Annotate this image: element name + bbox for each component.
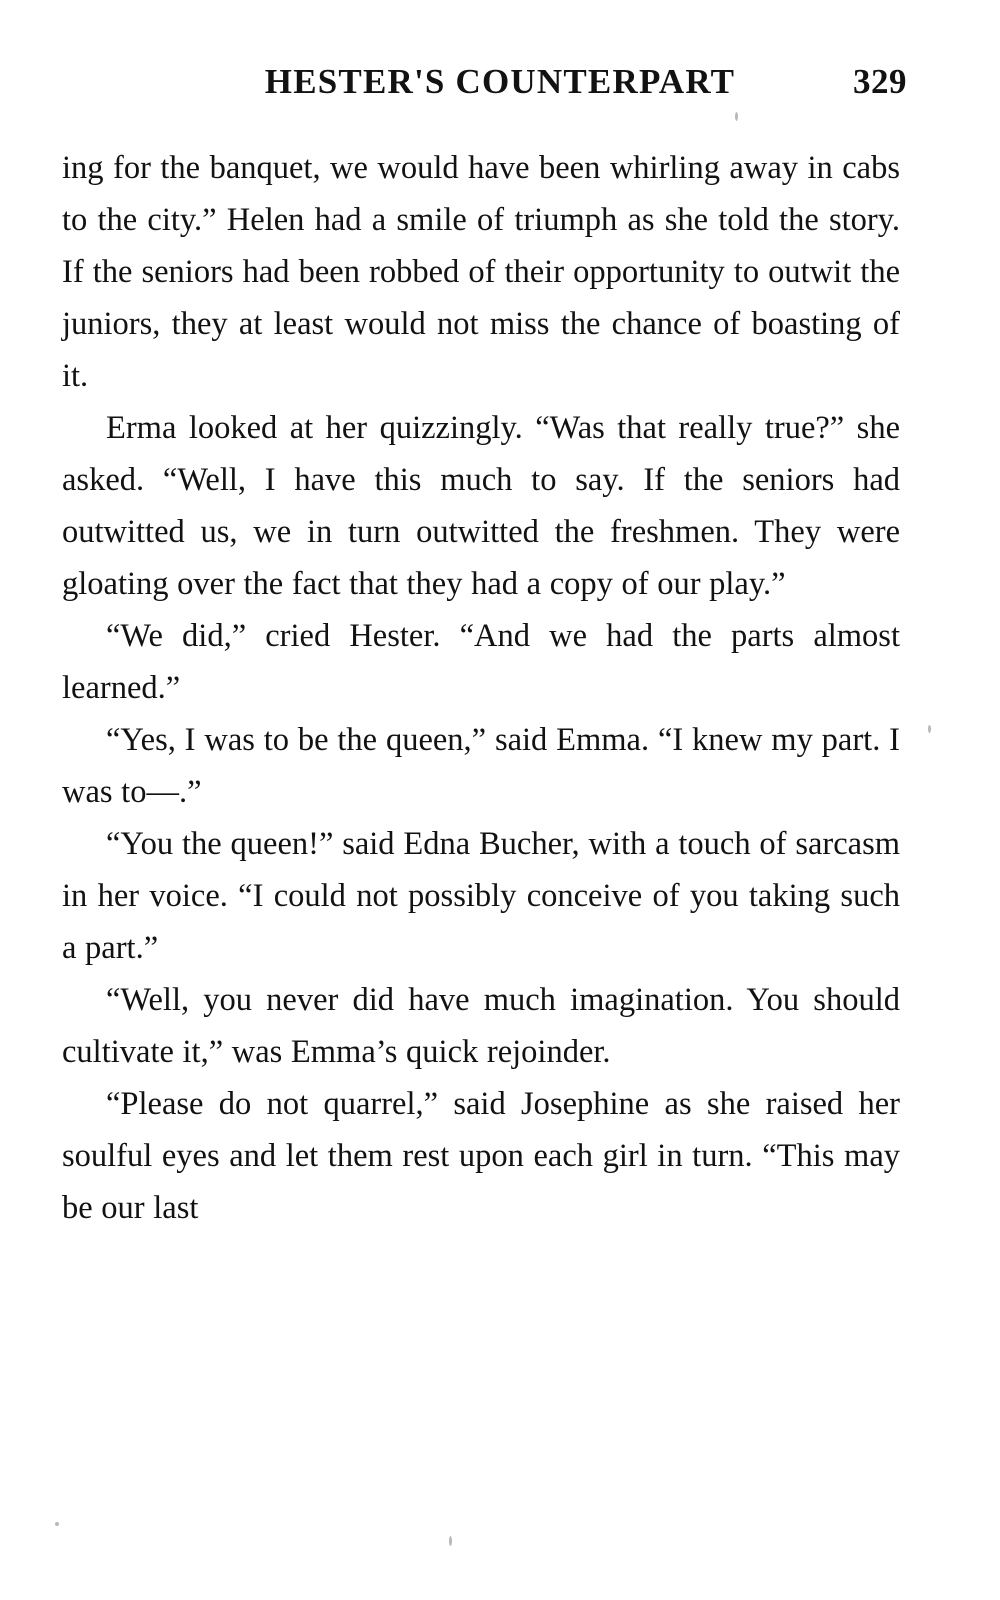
paragraph: “We did,” cried Hester. “And we had the parts almost learned.” — [62, 618, 900, 706]
paragraph: ing for the banquet, we would have been whirling away in cabs to the city.” Helen had a smile of triumph as she told the story. If the seniors had been robbed of their opportunity to outwit the juniors, they at least would not miss the chance of boasting of it. — [62, 150, 900, 394]
paragraph: “Yes, I was to be the queen,” said Emma. “I knew my part. I was to—.” — [62, 722, 900, 810]
paragraph: Erma looked at her quizzingly. “Was that really true?” she asked. “Well, I have this much to say. If the seniors had outwitted us, we in turn outwitted the freshmen. They were gloating over the fact that they had a copy of our play.” — [62, 410, 900, 602]
scan-speck — [735, 112, 738, 121]
scan-speck — [449, 1536, 452, 1546]
paragraph: “You the queen!” said Edna Bucher, with a touch of sarcasm in her voice. “I could not possibly conceive of you taking such a part.” — [62, 826, 900, 966]
body-text — [62, 142, 900, 1234]
page-header — [0, 62, 1000, 102]
paragraph: “Well, you never did have much imagination. You should cultivate it,” was Emma’s quick rejoinder. — [62, 982, 900, 1070]
scan-speck — [928, 725, 931, 733]
running-head: HESTER'S COUNTERPART — [264, 62, 736, 101]
paragraph: “Please do not quarrel,” said Josephine as she raised her soulful eyes and let them rest upon each girl in turn. “This may be our last — [62, 1086, 900, 1226]
scan-speck — [55, 1522, 59, 1526]
page-number: 329 — [853, 62, 907, 101]
